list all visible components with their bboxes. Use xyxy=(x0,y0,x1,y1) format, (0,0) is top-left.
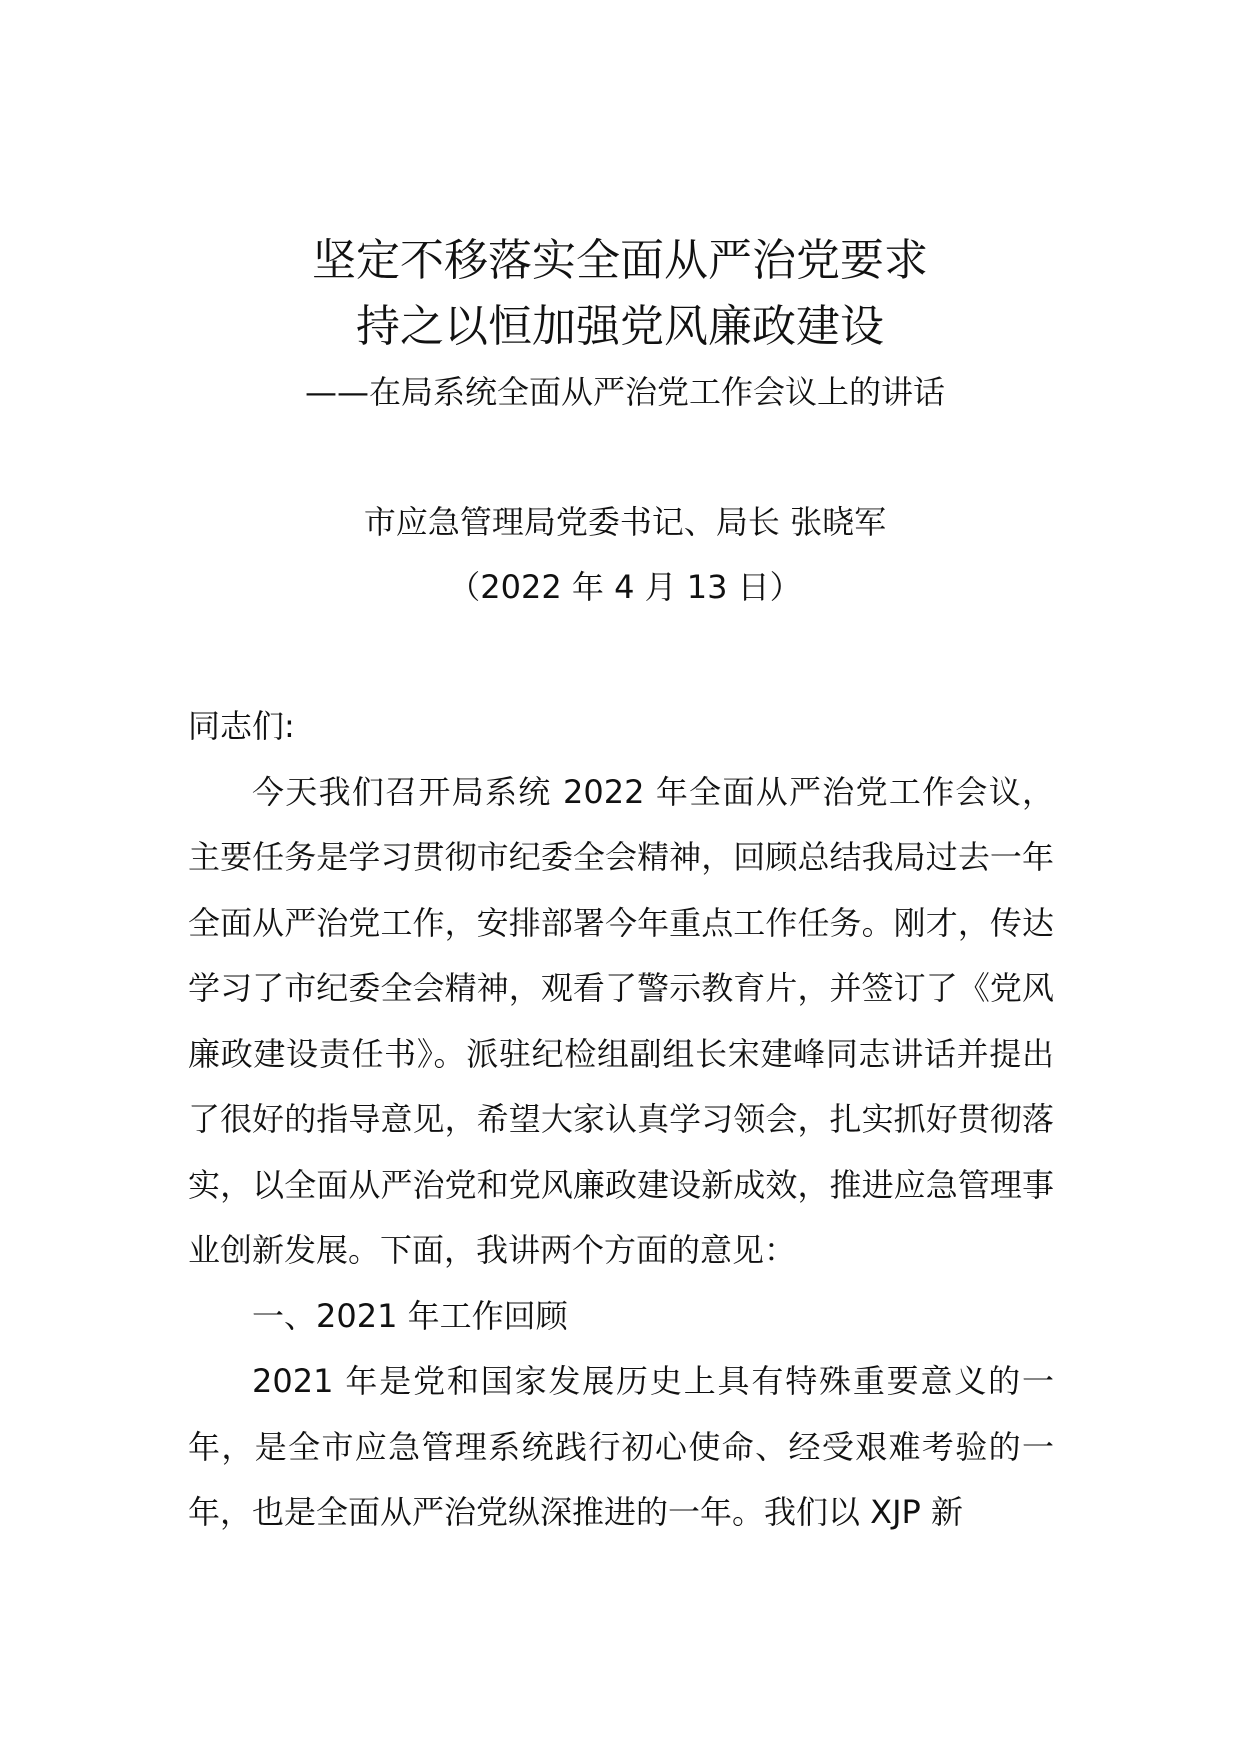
title-line-1: 坚定不移落实全面从严治党要求 xyxy=(312,235,928,286)
document-subtitle: ——在局系统全面从严治党工作会议上的讲话 xyxy=(304,373,945,411)
date-line: （2022 年 4 月 13 日） xyxy=(448,568,802,606)
section-heading-1: 一、2021 年工作回顾 xyxy=(252,1296,568,1335)
document-title xyxy=(0,228,1240,360)
title-line-2: 持之以恒加强党风廉政建设 xyxy=(356,301,884,352)
paragraph-1: 今天我们召开局系统 2022 年全面从严治党工作会议，主要任务是学习贯彻市纪委全会精神，回顾总结我局过去一年全面从严治党工作，安排部署今年重点工作任务。刚才，传达学习了市纪委全会精神，观看了警示教育片，并签订了《党风廉政建设责任书》。派驻纪检组副组长宋建峰同志讲话并提出了很好的指导意见，希望大家认真学习领会，扎实抓好贯彻落实，以全面从严治党和党风廉政建设新成效，推进应急管理事业创新发展。下面，我讲两个方面的意见： xyxy=(188,772,1054,1269)
section-paragraph-1: 2021 年是党和国家发展历史上具有特殊重要意义的一年，是全市应急管理系统践行初心使命、经受艰难考验的一年，也是全面从严治党纵深推进的一年。我们以 XJP 新 xyxy=(188,1362,1054,1531)
salutation: 同志们: xyxy=(188,707,295,745)
document-body xyxy=(188,694,1054,1546)
author-line: 市应急管理局党委书记、局长 张晓军 xyxy=(363,503,887,541)
